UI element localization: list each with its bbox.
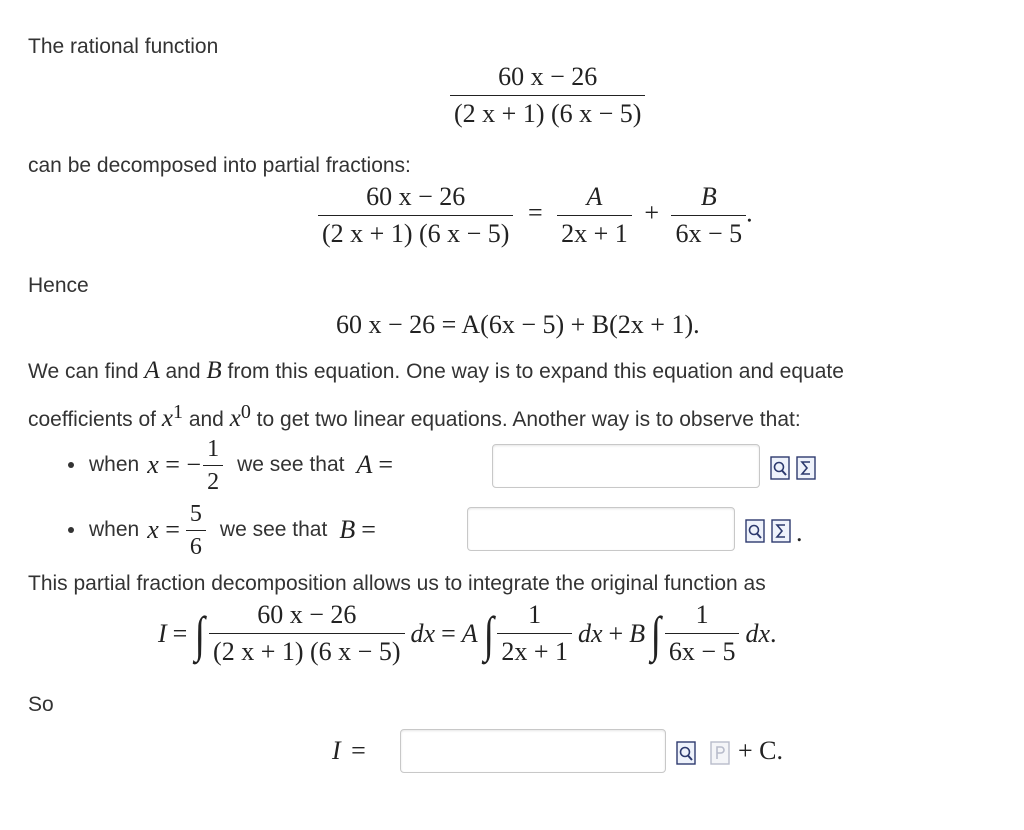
denominator-A: 2x + 1: [557, 215, 632, 249]
coefficients-text: coefficients of $x^1$ and $x^0$ to get two linear equations. Another way is to observe that:: [28, 401, 801, 432]
fraction-denominator: (2 x + 1) (6 x − 5): [450, 95, 645, 129]
bullet-dot: [68, 462, 74, 468]
x-equals: x = −: [147, 450, 202, 479]
integral-sign: ∫: [650, 605, 662, 662]
sigma-icon[interactable]: [771, 519, 791, 543]
intro-text-1: The rational function: [28, 35, 219, 58]
rational-function: [450, 62, 645, 129]
hence-text: Hence: [28, 274, 89, 297]
plus-C: + C.: [738, 736, 784, 765]
final-I-label: I =: [332, 736, 366, 765]
x-equals: x =: [147, 515, 180, 544]
var-A: A: [586, 182, 603, 211]
intro-text-2: can be decomposed into partial fractions:: [28, 154, 411, 177]
preview-icon[interactable]: [745, 519, 765, 543]
fraction-five-sixths: $\frac{5}{6}$: [186, 501, 206, 560]
hence-equation: 60 x − 26 = A(6x − 5) + B(2x + 1).: [336, 310, 700, 339]
preview-icon[interactable]: [770, 456, 790, 480]
equals-sign: =: [527, 198, 543, 228]
period: .: [746, 198, 753, 228]
var-B: B: [700, 182, 717, 211]
answer-I-input[interactable]: [400, 729, 666, 773]
fraction-numerator: 60 x − 26: [498, 62, 598, 91]
integral-sign: ∫: [195, 605, 206, 662]
integral-equation: I = ∫ $\frac{60 x - 26}{(2 x + 1) (6 x - 5)}$ dx = A ∫ $\frac{1}{2x + 1}$ dx + B ∫ $\frac{1}{6x - 5}$ dx .: [158, 600, 777, 666]
fraction-numerator: 60 x − 26: [366, 182, 466, 211]
denominator-B: 6x − 5: [671, 215, 746, 249]
integrate-text: This partial fraction decomposition allows us to integrate the original function as: [28, 572, 766, 595]
integral-sign: ∫: [483, 605, 494, 662]
bullet-item-B: when x = $\frac{5}{6}$ we see that B =: [68, 495, 376, 565]
fraction-denominator: (2 x + 1) (6 x − 5): [318, 215, 513, 249]
var-B: B: [206, 357, 222, 384]
answer-B-input[interactable]: [467, 507, 735, 551]
decomposition-equation: [318, 182, 753, 249]
fraction-half: $\frac{1}{2}$: [203, 436, 223, 495]
trailing-period: .: [796, 518, 803, 547]
preview-icon[interactable]: [676, 741, 696, 765]
answer-A-input[interactable]: [492, 444, 760, 488]
plus-sign: +: [644, 198, 659, 228]
bullet-item-A: when x = − $\frac{1}{2}$ we see that A =: [68, 430, 393, 500]
sigma-icon[interactable]: [796, 456, 816, 480]
bullet-dot: [68, 527, 74, 533]
var-A: A: [144, 357, 160, 384]
find-text: We can find A and B from this equation. One way is to expand this equation and equate: [28, 357, 844, 384]
so-text: So: [28, 693, 54, 716]
p-icon[interactable]: [710, 741, 730, 765]
